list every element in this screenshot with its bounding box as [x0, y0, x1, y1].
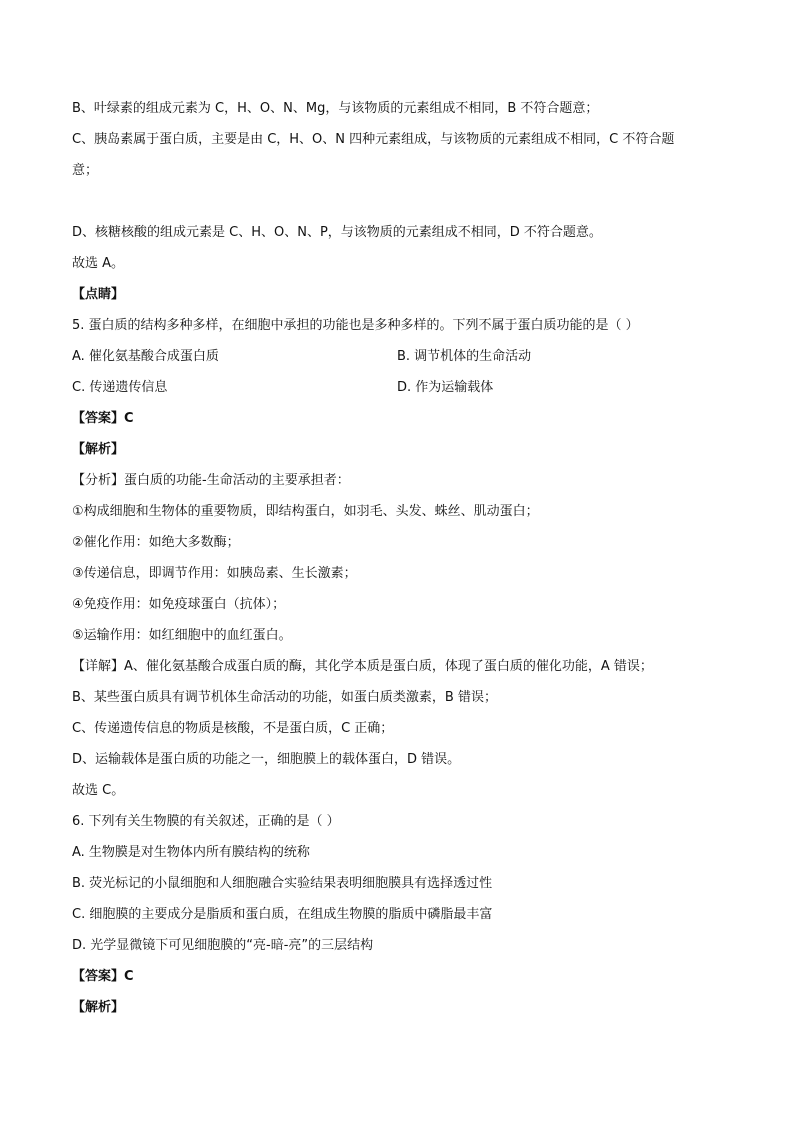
- prev-option-d-explanation: D、核糖核酸的组成元素是 C、H、O、N、P，与该物质的元素组成不相同，D 不符合题意。: [72, 225, 602, 240]
- q6-option-b: B. 荧光标记的小鼠细胞和人细胞融合实验结果表明细胞膜具有选择透过性: [72, 876, 493, 891]
- q5-option-c: C. 传递遗传信息: [72, 380, 168, 395]
- q6-stem: 6. 下列有关生物膜的有关叙述，正确的是（ ）: [72, 814, 340, 829]
- prev-conclusion: 故选 A。: [72, 256, 125, 271]
- q6-option-c: C. 细胞膜的主要成分是脂质和蛋白质，在组成生物膜的脂质中磷脂最丰富: [72, 907, 493, 922]
- q6-option-a: A. 生物膜是对生物体内所有膜结构的统称: [72, 845, 310, 860]
- q5-point-4: ④免疫作用：如免疫球蛋白（抗体）；: [72, 597, 286, 612]
- q5-stem: 5. 蛋白质的结构多种多样，在细胞中承担的功能也是多种多样的。下列不属于蛋白质功能的是（ ）: [72, 318, 639, 333]
- q5-answer: 【答案】C: [72, 411, 134, 426]
- q5-option-a: A. 催化氨基酸合成蛋白质: [72, 349, 219, 364]
- q5-option-b: B. 调节机体的生命活动: [397, 349, 532, 364]
- prev-option-b-explanation: B、叶绿素的组成元素为 C，H、O、N、Mg，与该物质的元素组成不相同，B 不符合题意；: [72, 101, 599, 116]
- comment-heading: 【点睛】: [72, 287, 125, 302]
- q6-answer: 【答案】C: [72, 969, 134, 984]
- q5-detail-c: C、传递遗传信息的物质是核酸，不是蛋白质，C 正确；: [72, 721, 394, 736]
- q5-detail-a: 【详解】A、催化氨基酸合成蛋白质的酶，其化学本质是蛋白质，体现了蛋白质的催化功能，A 错误；: [72, 659, 653, 674]
- prev-option-c-explanation-line1: C、胰岛素属于蛋白质，主要是由 C，H、O、N 四种元素组成，与该物质的元素组成不相同，C 不符合题: [72, 132, 675, 147]
- q5-point-5: ⑤运输作用：如红细胞中的血红蛋白。: [72, 628, 292, 643]
- q5-analysis-heading: 【解析】: [72, 442, 125, 457]
- q6-analysis-heading: 【解析】: [72, 1000, 125, 1015]
- q5-point-2: ②催化作用：如绝大多数酶；: [72, 535, 240, 550]
- q5-point-1: ①构成细胞和生物体的重要物质，即结构蛋白，如羽毛、头发、蛛丝、肌动蛋白；: [72, 504, 539, 519]
- q5-detail-b: B、某些蛋白质具有调节机体生命活动的功能，如蛋白质类激素，B 错误；: [72, 690, 497, 705]
- q5-conclusion: 故选 C。: [72, 783, 125, 798]
- q5-option-d: D. 作为运输载体: [397, 380, 494, 395]
- q6-option-d: D. 光学显微镜下可见细胞膜的“亮-暗-亮”的三层结构: [72, 938, 374, 953]
- q5-detail-d: D、运输载体是蛋白质的功能之一，细胞膜上的载体蛋白，D 错误。: [72, 752, 461, 767]
- q5-fenxi: 【分析】蛋白质的功能-生命活动的主要承担者：: [72, 473, 350, 488]
- q5-point-3: ③传递信息，即调节作用：如胰岛素、生长激素；: [72, 566, 357, 581]
- prev-option-c-explanation-line2: 意；: [72, 163, 99, 178]
